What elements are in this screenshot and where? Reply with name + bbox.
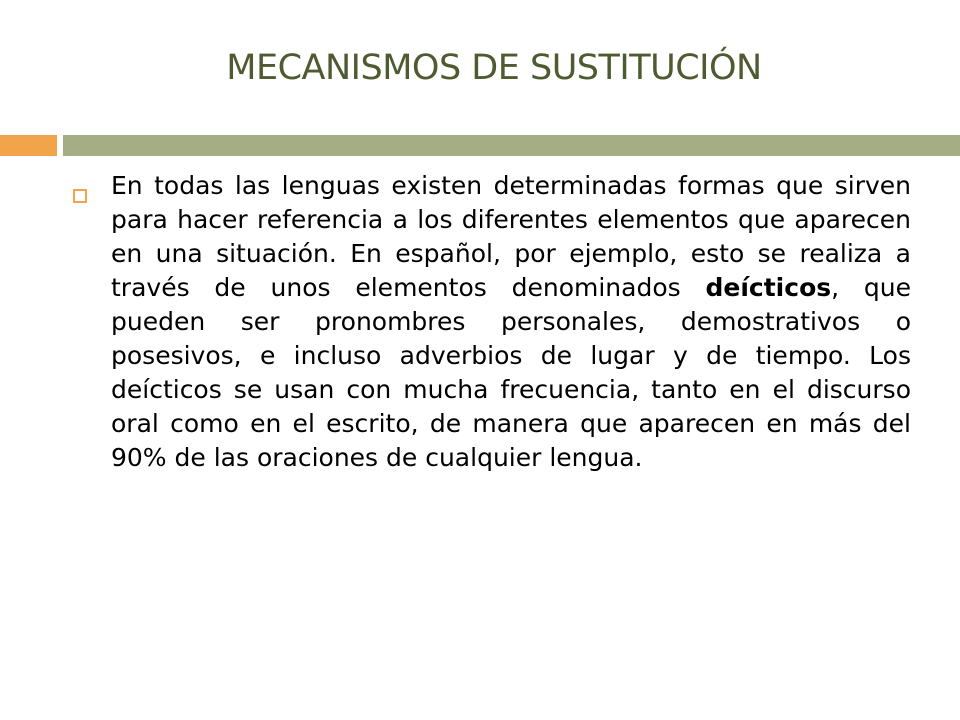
title-divider-accent-orange <box>0 135 57 156</box>
bullet-paragraph <box>111 169 911 475</box>
bold-term-deicticos: deícticos <box>705 273 832 302</box>
square-bullet-icon <box>73 189 87 203</box>
paragraph-text-start: En todas las lenguas existen determinadas formas que sirven para hacer referencia a los diferentes elementos que aparecen en una situación. En español, por ejemplo, esto se realiza a través de unos elementos denominados <box>111 171 911 302</box>
title-divider-accent-green <box>63 135 960 156</box>
paragraph-text-end: , que pueden ser pronombres personales, demostrativos o posesivos, e incluso adverbios de lugar y de tiempo. Los deícticos se usan con mucha frecuencia, tanto en el discurso oral como en el escrito, de manera que aparecen en más del 90% de las oraciones de cualquier lengua. <box>111 273 911 472</box>
slide-title: MECANISMOS DE SUSTITUCIÓN <box>226 48 762 88</box>
